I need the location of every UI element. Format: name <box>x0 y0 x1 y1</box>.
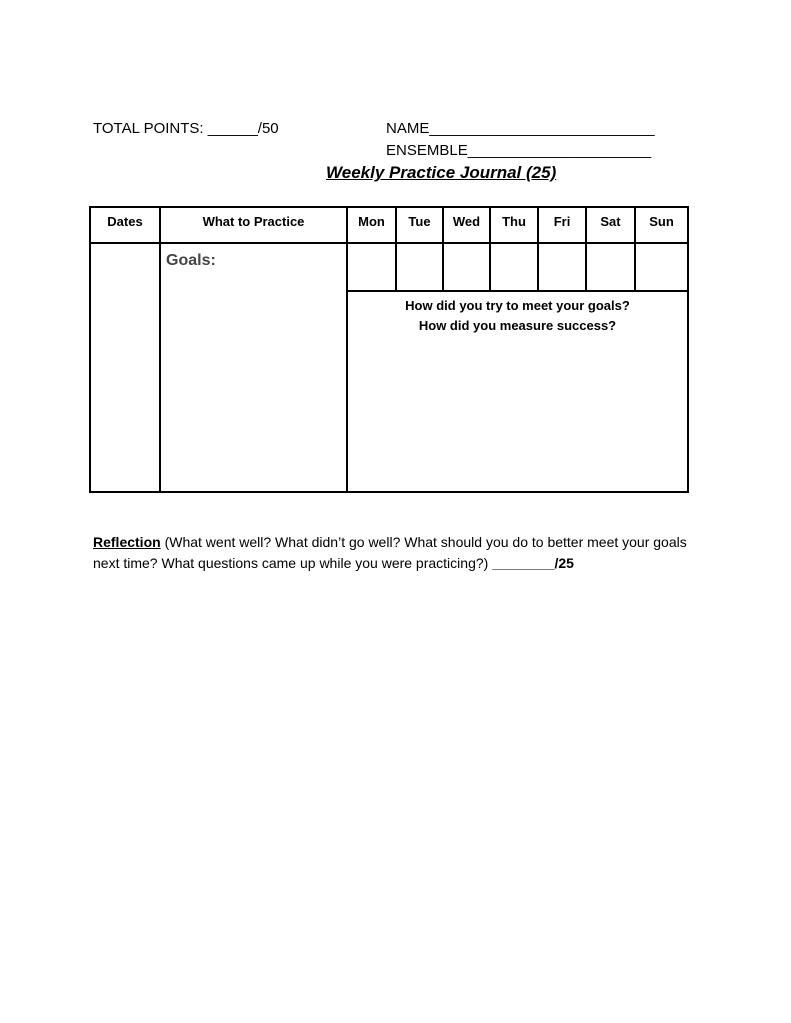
column-header-mon: Mon <box>347 207 396 243</box>
table-row <box>90 243 688 291</box>
goals-label: Goals: <box>166 252 216 269</box>
dates-cell[interactable] <box>90 243 160 492</box>
reflection-score[interactable]: ________/25 <box>492 555 574 571</box>
column-header-sun: Sun <box>635 207 688 243</box>
tue-cell[interactable] <box>396 243 443 291</box>
reflection-text: (What went well? What didn’t go well? What should you do to better meet your goals next time? What questions came up while you were practicing?) <box>93 534 687 571</box>
column-header-what-to-practice: What to Practice <box>160 207 347 243</box>
question-line-2: How did you measure success? <box>418 318 617 333</box>
ensemble-field[interactable]: ENSEMBLE______________________ <box>386 142 652 159</box>
table-header-row <box>90 207 688 243</box>
column-header-tue: Tue <box>396 207 443 243</box>
name-field[interactable]: NAME___________________________ <box>386 120 655 137</box>
column-header-thu: Thu <box>490 207 538 243</box>
column-header-fri: Fri <box>538 207 586 243</box>
total-points: TOTAL POINTS: ______/50 <box>93 120 279 137</box>
fri-cell[interactable] <box>538 243 586 291</box>
reflection-label: Reflection <box>93 534 161 550</box>
thu-cell[interactable] <box>490 243 538 291</box>
sat-cell[interactable] <box>586 243 635 291</box>
reflection-prompt <box>93 532 713 574</box>
mon-cell[interactable] <box>347 243 396 291</box>
wed-cell[interactable] <box>443 243 490 291</box>
goals-cell[interactable] <box>160 243 347 492</box>
column-header-wed: Wed <box>443 207 490 243</box>
goals-question-cell[interactable] <box>347 291 688 492</box>
page-title: Weekly Practice Journal (25) <box>326 163 557 182</box>
column-header-sat: Sat <box>586 207 635 243</box>
sun-cell[interactable] <box>635 243 688 291</box>
question-line-1: How did you try to meet your goals? <box>405 298 630 313</box>
column-header-dates: Dates <box>90 207 160 243</box>
practice-journal-table <box>89 206 689 493</box>
